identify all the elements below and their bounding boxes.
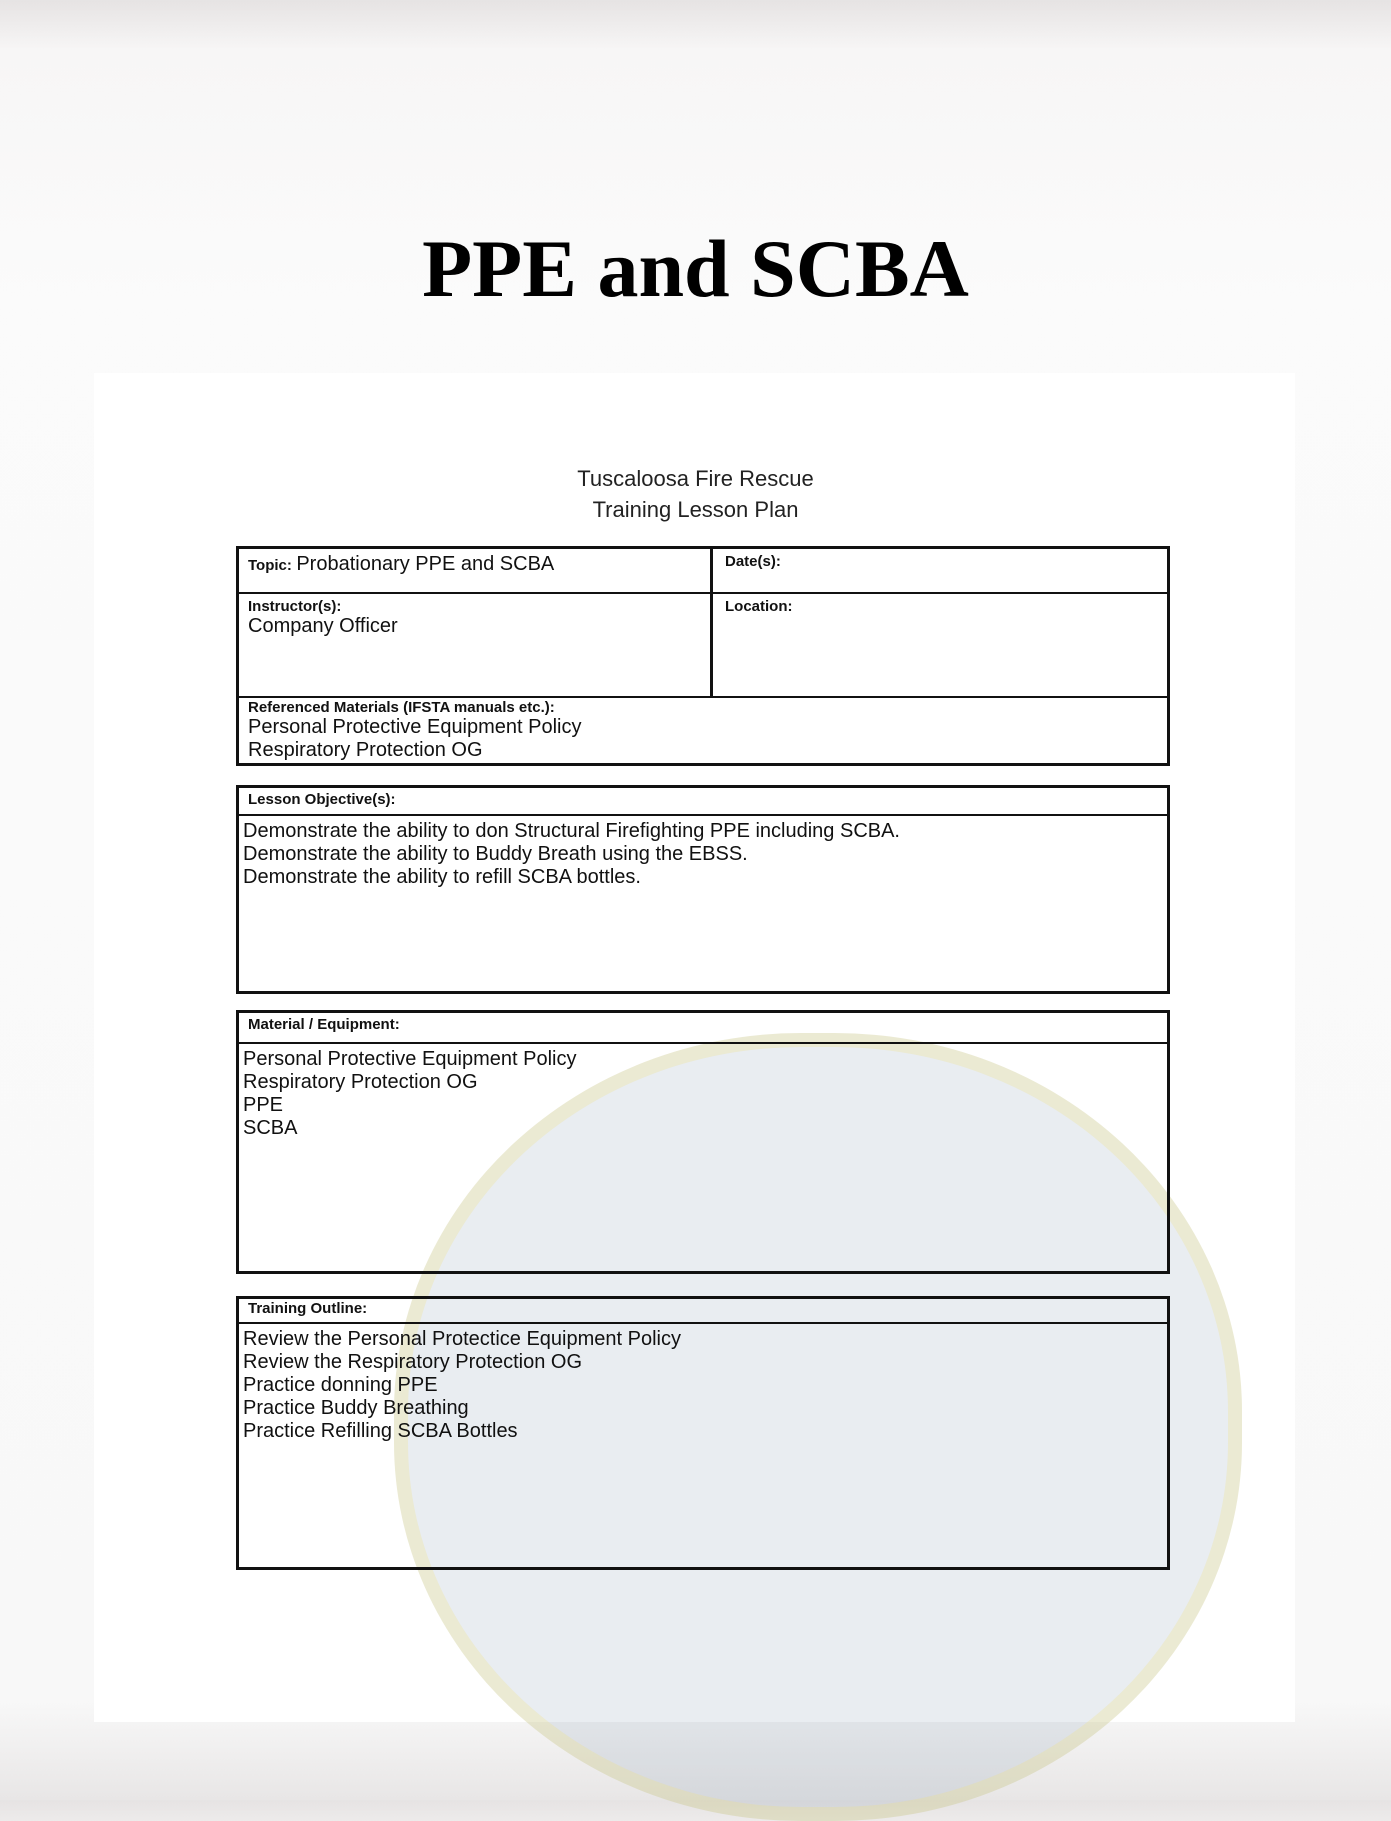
outline-item: Practice Refilling SCBA Bottles — [243, 1420, 518, 1442]
outline-item: Review the Personal Protectice Equipment Policy — [243, 1328, 681, 1350]
location-label: Location: — [725, 598, 793, 615]
outline-item: Practice donning PPE — [243, 1374, 438, 1396]
material-item: Personal Protective Equipment Policy — [243, 1048, 577, 1070]
materials-section — [236, 1010, 1170, 1274]
objectives-section — [236, 785, 1170, 994]
reference-item: Respiratory Protection OG — [248, 739, 483, 761]
outline-item: Review the Respiratory Protection OG — [243, 1351, 583, 1373]
reference-item: Personal Protective Equipment Policy — [248, 716, 582, 738]
references-label: Referenced Materials (IFSTA manuals etc.): — [248, 699, 555, 716]
instructor-value: Company Officer — [248, 615, 398, 637]
objective-item: Demonstrate the ability to refill SCBA bottles. — [243, 866, 641, 888]
material-item: PPE — [243, 1094, 284, 1116]
material-item: Respiratory Protection OG — [243, 1071, 478, 1093]
material-item: SCBA — [243, 1117, 298, 1139]
objective-item: Demonstrate the ability to Buddy Breath using the EBSS. — [243, 843, 748, 865]
instructor-label: Instructor(s): — [248, 598, 342, 615]
topic-label: Topic: — [248, 557, 292, 574]
outline-item: Practice Buddy Breathing — [243, 1397, 469, 1419]
doc-title: Training Lesson Plan — [592, 497, 799, 522]
objectives-label: Lesson Objective(s): — [248, 791, 396, 808]
dates-label: Date(s): — [725, 553, 781, 570]
topic-value: Probationary PPE and SCBA — [296, 553, 555, 575]
objective-item: Demonstrate the ability to don Structural Firefighting PPE including SCBA. — [243, 820, 900, 842]
materials-label: Material / Equipment: — [248, 1016, 400, 1033]
info-table — [236, 546, 1170, 766]
org-name: Tuscaloosa Fire Rescue — [577, 466, 814, 491]
page-title: PPE and SCBA — [422, 223, 969, 314]
outline-section — [236, 1296, 1170, 1570]
outline-label: Training Outline: — [248, 1300, 368, 1317]
